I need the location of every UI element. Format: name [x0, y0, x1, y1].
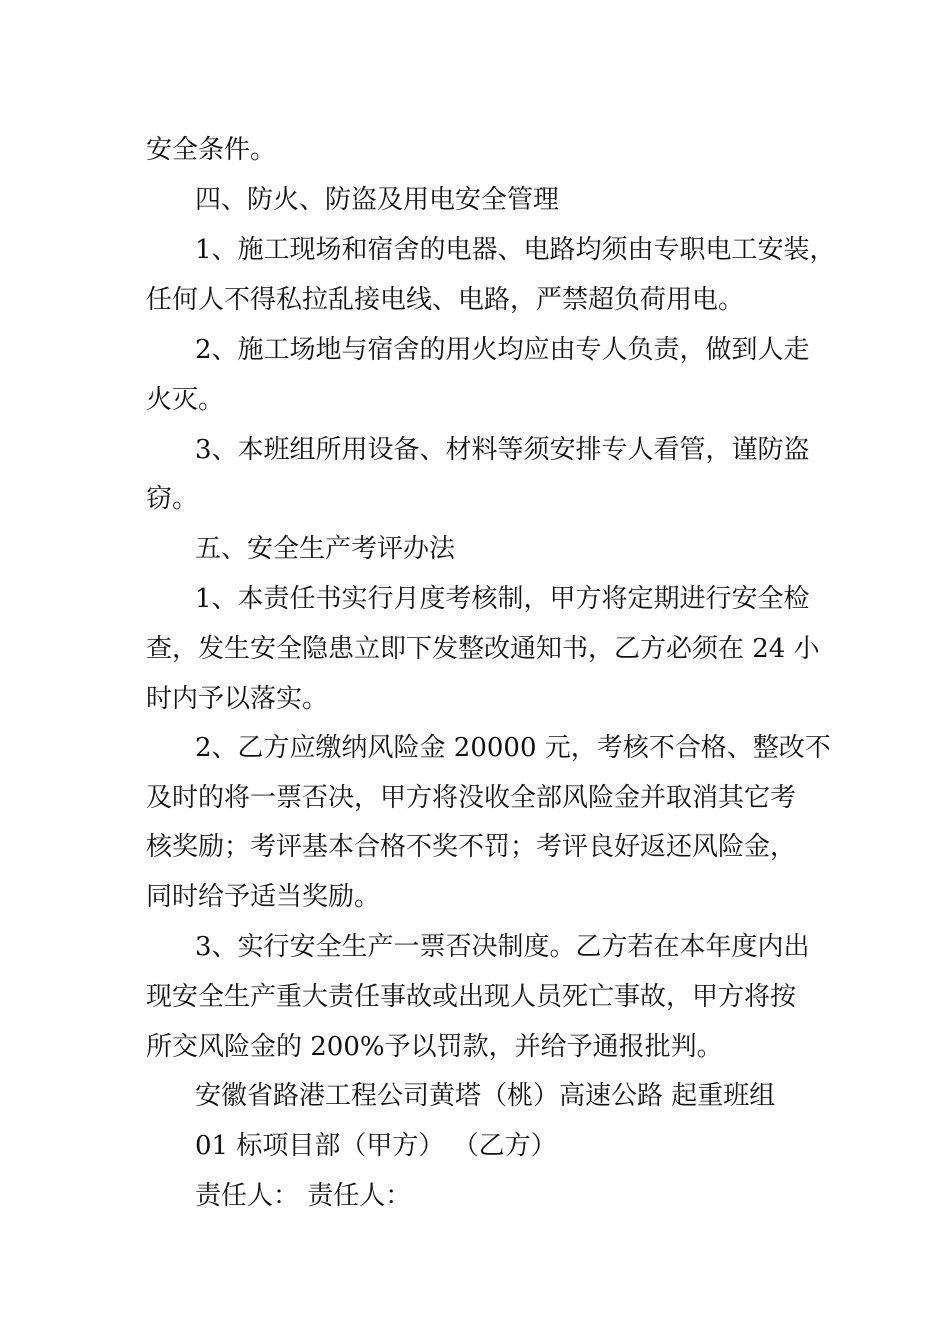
signature-party-line: 01 标项目部（甲方） （乙方）: [195, 1131, 557, 1161]
text-line: 任何人不得私拉乱接电线、电路，严禁超负荷用电。: [146, 285, 745, 315]
text-line: 1、本责任书实行月度考核制，甲方将定期进行安全检: [195, 584, 810, 614]
text-line: 3、实行安全生产一票否决制度。乙方若在本年度内出: [195, 932, 810, 962]
text-line: 2、施工场地与宿舍的用火均应由专人负责，做到人走: [195, 335, 810, 365]
text-line: 同时给予适当奖励。: [146, 882, 381, 912]
text-line: 现安全生产重大责任事故或出现人员死亡事故，甲方将按: [146, 982, 797, 1012]
signature-party-line: 安徽省路港工程公司黄塔（桃）高速公路 起重班组: [195, 1081, 776, 1111]
text-line: 2、乙方应缴纳风险金 20000 元，考核不合格、整改不: [195, 733, 831, 763]
text-line: 核奖励；考评基本合格不奖不罚；考评良好返还风险金，: [146, 832, 797, 862]
text-line: 所交风险金的 200%予以罚款，并给予通报批判。: [146, 1032, 723, 1062]
text-line: 及时的将一票否决，甲方将没收全部风险金并取消其它考: [146, 783, 797, 813]
text-line: 火灭。: [146, 385, 225, 415]
section-heading: 五、安全生产考评办法: [195, 534, 456, 564]
text-line: 查，发生安全隐患立即下发整改通知书，乙方必须在 24 小: [146, 634, 820, 664]
text-line: 时内予以落实。: [146, 684, 329, 714]
text-line: 安全条件。: [146, 135, 277, 165]
text-line: 3、本班组所用设备、材料等须安排专人看管，谨防盗: [195, 435, 810, 465]
text-line: 窃。: [146, 484, 199, 514]
section-heading: 四、防火、防盗及用电安全管理: [195, 185, 560, 215]
text-line: 1、施工现场和宿舍的电器、电路均须由专职电工安装，: [195, 235, 836, 265]
signature-responsible-line: 责任人： 责任人：: [195, 1181, 412, 1211]
